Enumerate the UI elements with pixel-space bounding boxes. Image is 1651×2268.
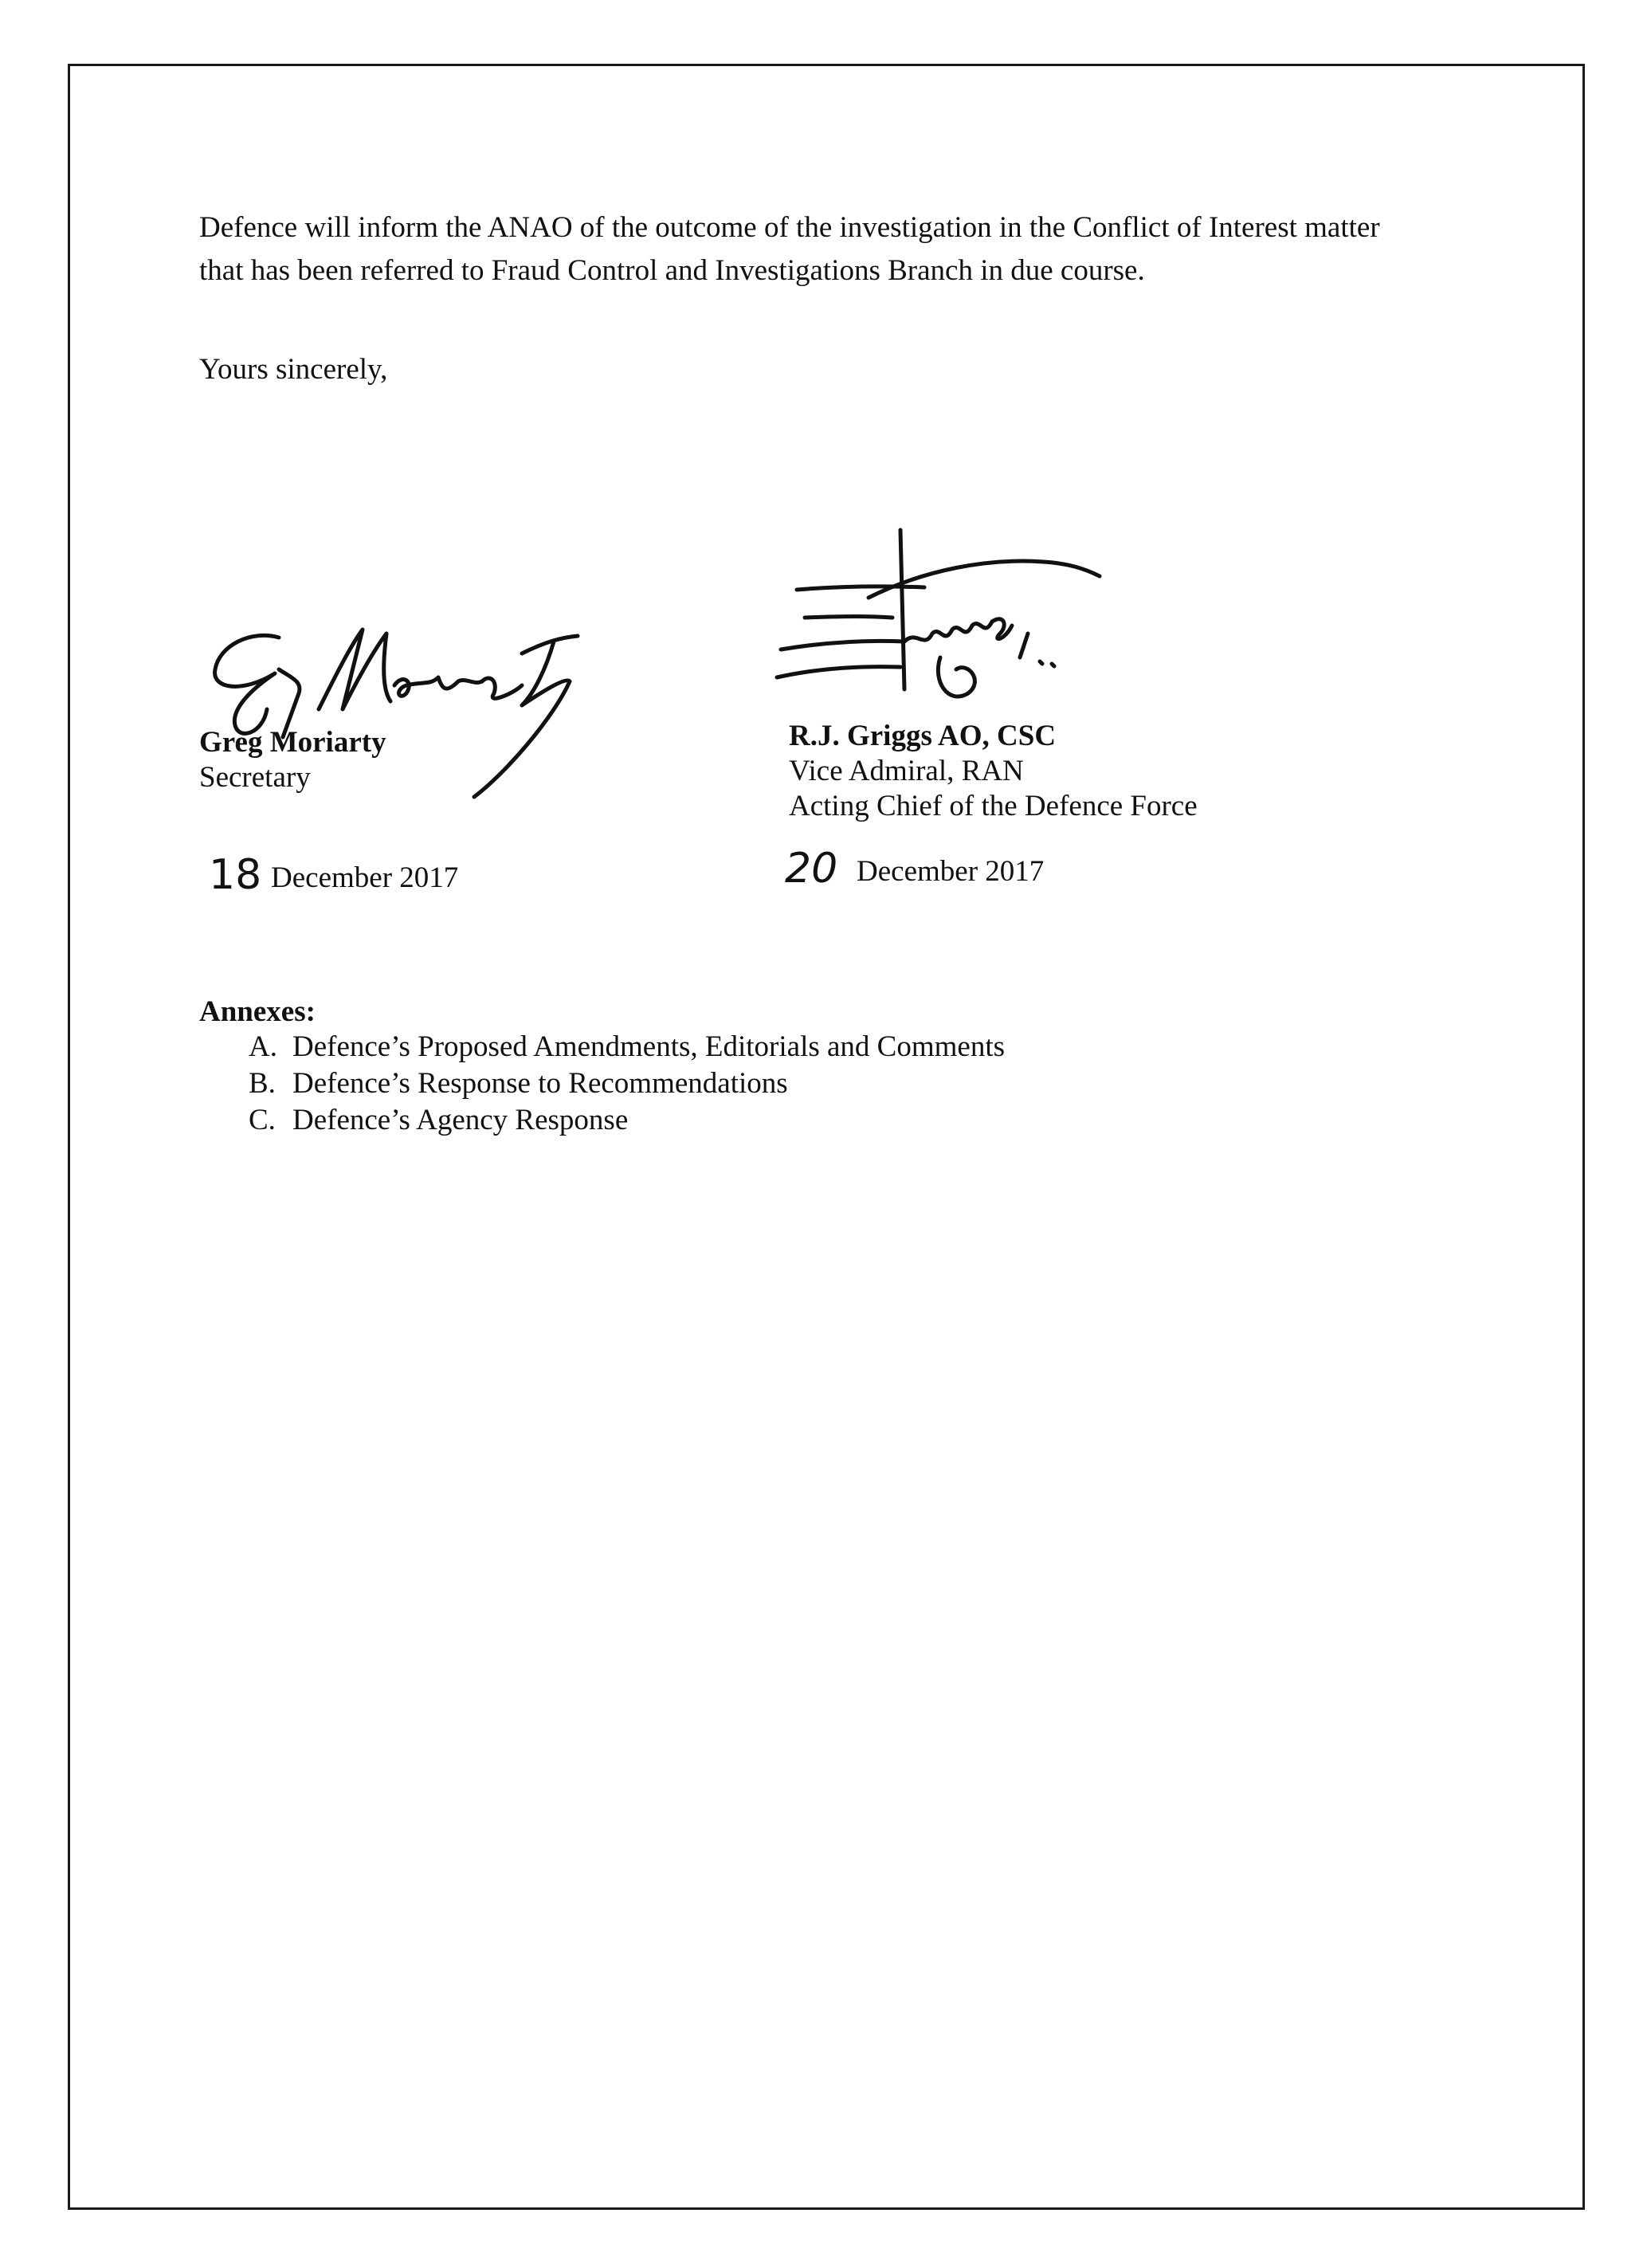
annex-item-b [249, 1066, 788, 1101]
signatory-right-date: December 2017 [857, 855, 1045, 888]
body-paragraph-line-1: Defence will inform the ANAO of the outcome of the investigation in the Conflict of Interest matter [199, 211, 1380, 244]
annex-letter: C. [249, 1104, 276, 1136]
annex-label: Defence’s Response to Recommendations [292, 1067, 788, 1100]
signatory-right-handwritten-day: 20 [785, 845, 838, 893]
annex-label: Defence’s Proposed Amendments, Editorials and Comments [292, 1030, 1006, 1063]
body-paragraph-line-2: that has been referred to Fraud Control and Investigations Branch in due course. [199, 254, 1145, 287]
annex-letter: B. [249, 1067, 276, 1100]
signatory-right-role: Acting Chief of the Defence Force [789, 790, 1198, 822]
signatory-right-name: R.J. Griggs AO, CSC [789, 720, 1057, 752]
signatory-left-name: Greg Moriarty [199, 726, 386, 759]
closing-salutation: Yours sincerely, [199, 353, 388, 386]
signatory-left-handwritten-day: 18 [209, 851, 262, 899]
annex-item-c [249, 1103, 628, 1138]
annex-item-a [249, 1030, 1005, 1065]
signature-griggs [765, 522, 1131, 721]
signatory-left-date: December 2017 [271, 861, 459, 894]
annexes-heading: Annexes: [199, 995, 316, 1028]
signatory-right-rank: Vice Admiral, RAN [789, 755, 1024, 787]
annex-label: Defence’s Agency Response [292, 1104, 629, 1136]
annex-letter: A. [249, 1030, 277, 1063]
signatory-left-title: Secretary [199, 761, 311, 794]
